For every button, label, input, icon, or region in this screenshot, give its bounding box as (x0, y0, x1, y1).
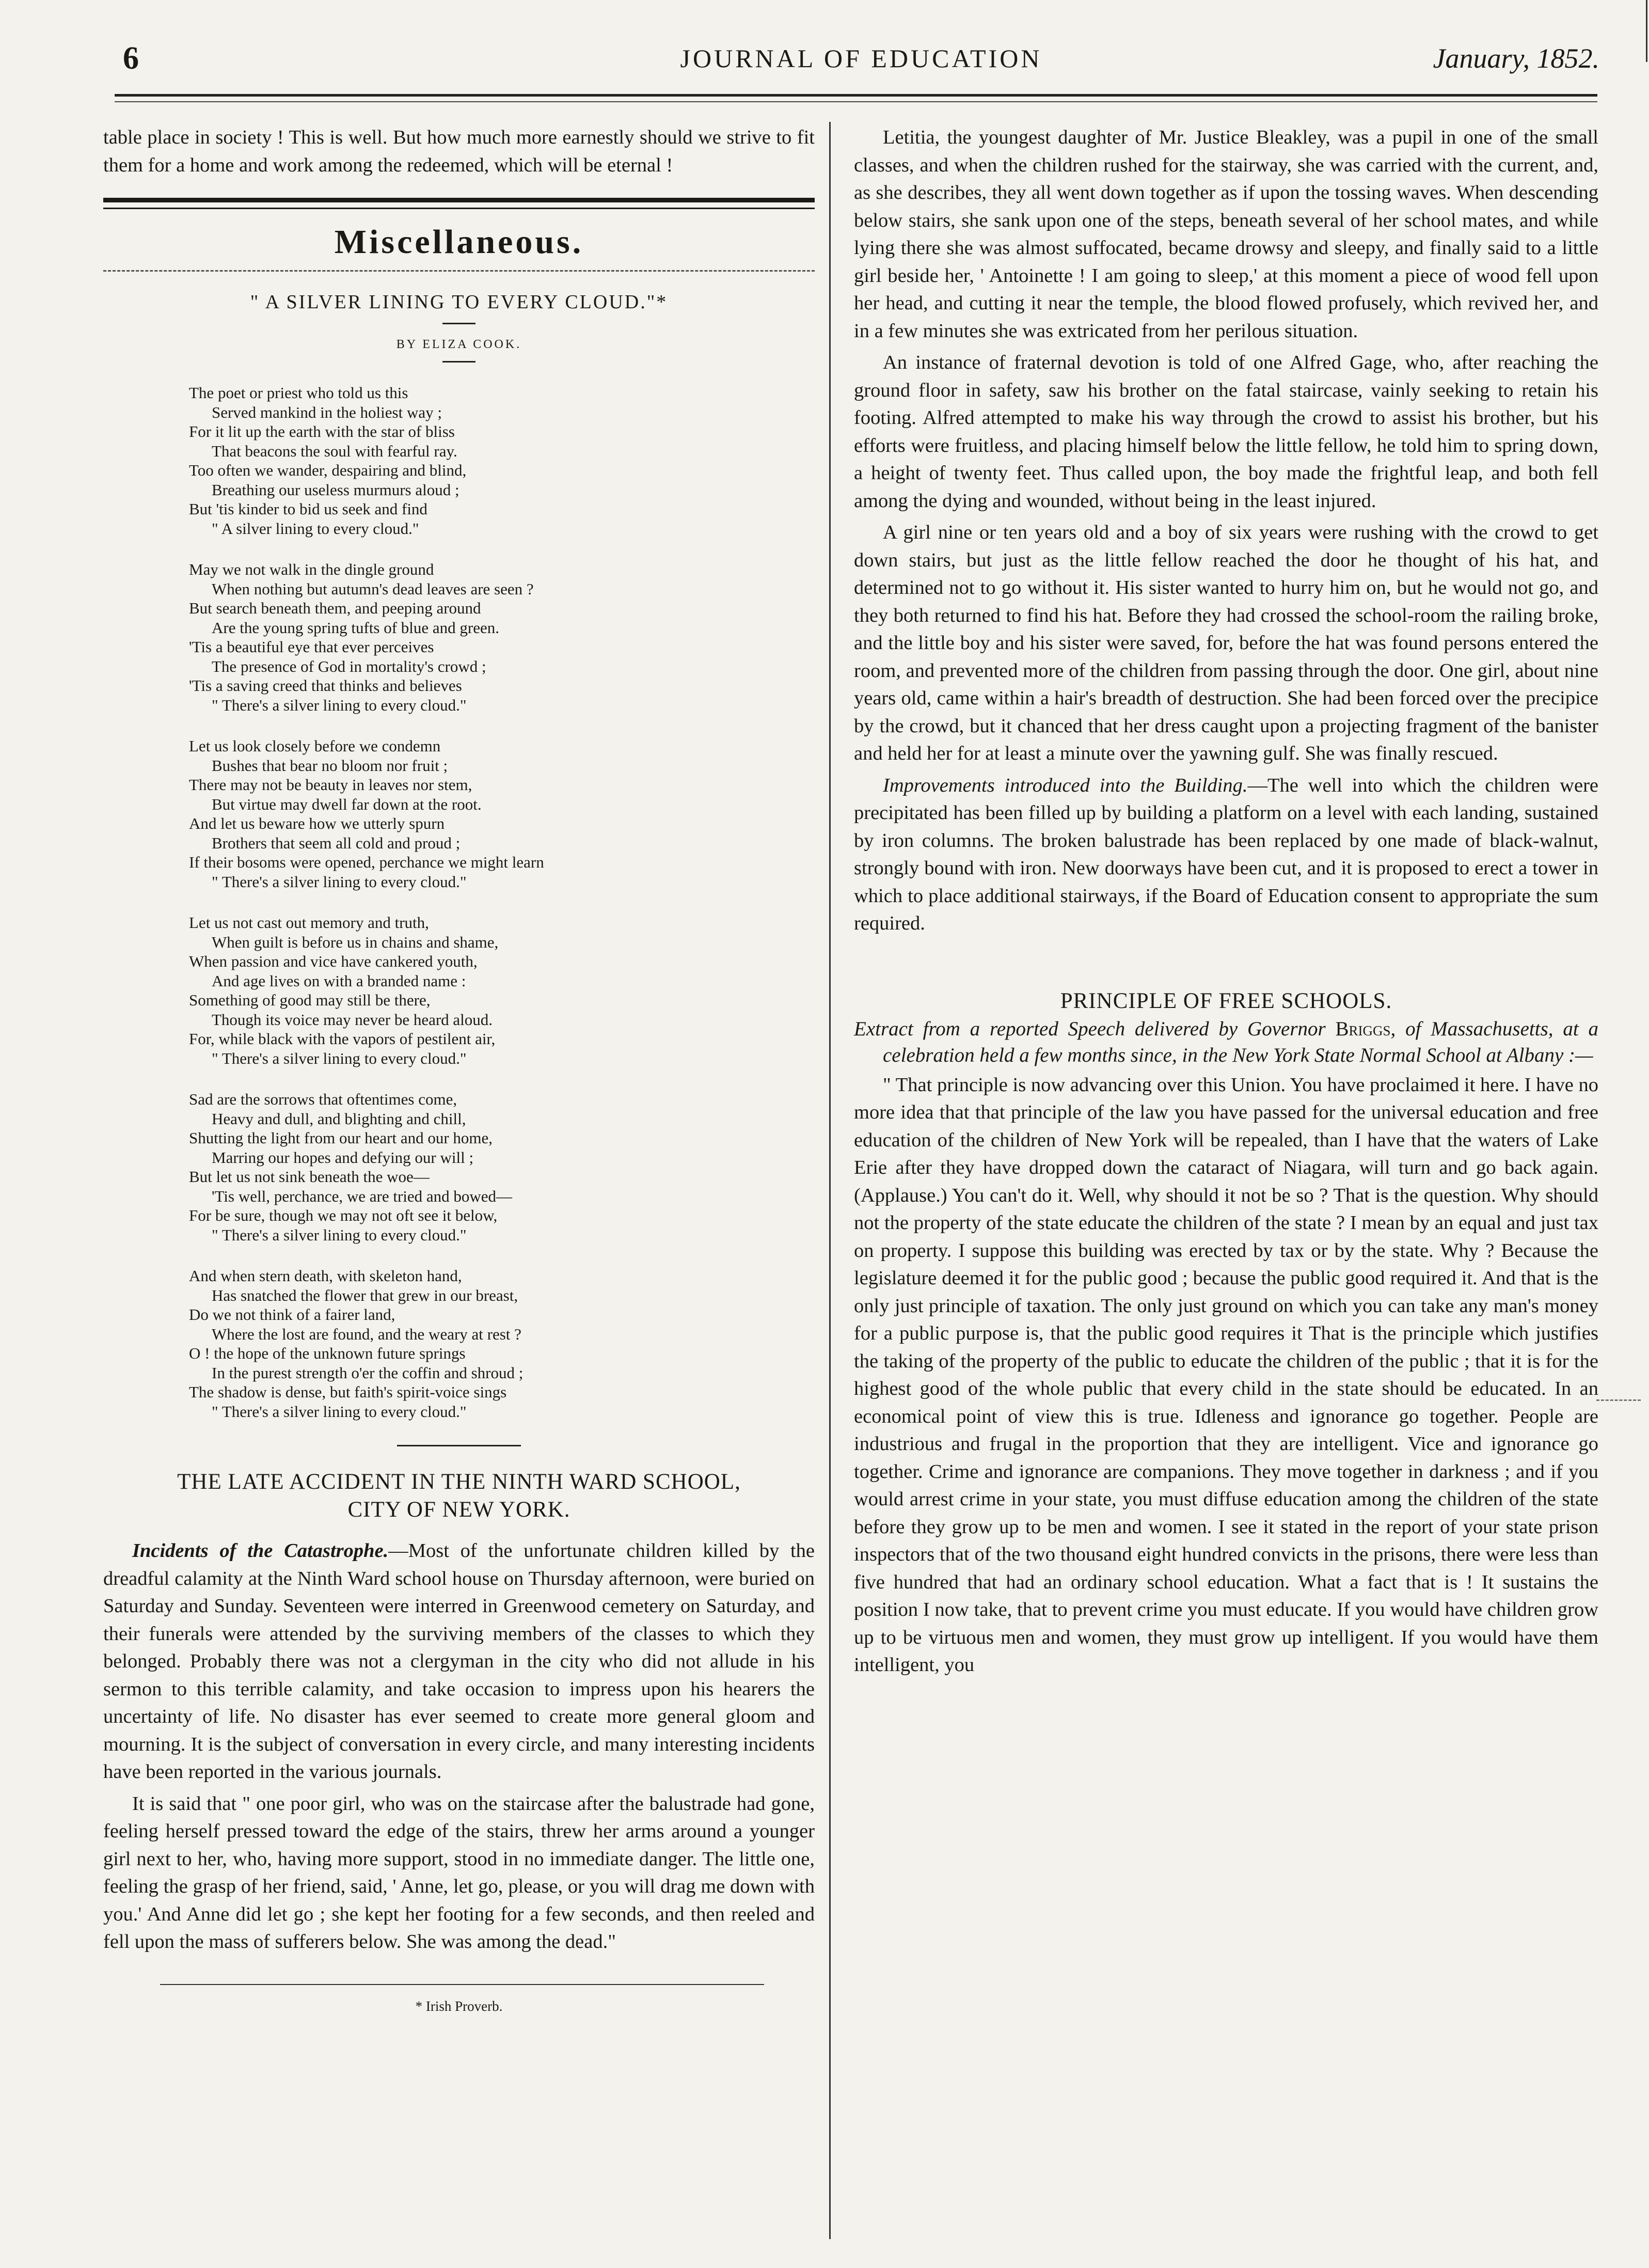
miscellaneous-heading-text: Miscellaneous. (334, 223, 584, 261)
improvements-paragraph (854, 772, 1598, 938)
accident-title-line2: CITY OF NEW YORK. (347, 1498, 570, 1522)
extract-text-b: , of Massachusetts, at a celebration held a few months since, in the New York State Normal School at Albany :— (883, 1017, 1598, 1066)
hat-paragraph: A girl nine or ten years old and a boy of six years were rushing with the crowd to get down stairs, but just as the little fellow reached the door he thought of his hat, and determined not to go without it. His sister wanted to hurry him on, but he would not go, and they both returned to find his hat. Before they had crossed the school-room the railing broke, and the little boy and his sister were saved, for, before the hat was found persons entered the room, and prevented more of the children from passing through the door. One girl, about nine years old, came within a hair's breadth of destruction. She had been forced over the precipice by the crowd, but it chanced that her dress caught upon a projecting fragment of the banister and held her for at least a minute over the yawning gulf. She was finally rescued. (854, 522, 1598, 764)
speech-paragraph: " That principle is now advancing over this Union. You have proclaimed it here. I have no more idea that that principle of the law you have passed for the universal education and free education of the children of New York will be repealed, than I have that the waters of Lake Erie after they have dropped down the cataract of Niagara, will turn and go back again. (Applause.) You can't do it. Well, why should it not be so ? That is the question. Why should not the property of the state educate the children of the state ? I mean by an equal and just tax on property. I suppose this building was erected by tax or by the state. Why ? Because the legislature deemed it for the public good ; because the public good required it. And that is the only just principle of taxation. The only just ground on which you can take any man's money for a public purpose is, that the public good requires it That is the principle which justifies the taking of the property of the public to educate the children of the public ; that it is for the highest good of the whole public that every child in the state should be educated. In an economical point of view this is true. Idleness and ignorance go together. People are industrious and frugal in the proportion that they are intelligent. Vice and ignorance go together. Crime and ignorance are companions. They move together in darkness ; and if you would arrest crime in your state, you must diffuse education among the children of the state before they grow up to be men and women. I see it stated in the report of your state prison inspectors that of the two thousand eight hundred convicts in the prisons, there were less than five hundred that had an ordinary school education. What a fact that is ! It sustains the position I now take, that to prevent crime you must educate. If you would have children grow up to be virtuous men and women, they must grow up intelligent. If you would have them intelligent, you (854, 1074, 1598, 1676)
poem-line: But virtue may dwell far down at the root. (212, 795, 482, 813)
header-rule (115, 94, 1597, 102)
poem-line: But 'tis kinder to bid us seek and find (189, 500, 427, 518)
poem-line: But search beneath them, and peeping around (189, 599, 481, 617)
poem-body (103, 383, 815, 1421)
byline-rule (442, 361, 475, 363)
poem-title: " A SILVER LINING TO EVERY CLOUD."* (250, 291, 668, 313)
poem-line: If their bosoms were opened, perchance we might learn (189, 853, 544, 871)
poem-line: Marring our hopes and defying our will ; (212, 1148, 474, 1167)
poem-line: Something of good may still be there, (189, 991, 431, 1009)
poem-line: Do we not think of a fairer land, (189, 1305, 395, 1324)
poem-line: Sad are the sorrows that oftentimes come, (189, 1090, 457, 1108)
poem-line: O ! the hope of the unknown future springs (189, 1344, 466, 1362)
poem-line: When guilt is before us in chains and shame, (212, 933, 499, 951)
poem-line: Bushes that bear no bloom nor fruit ; (212, 756, 448, 775)
intro-paragraph: table place in society ! This is well. But how much more earnestly should we strive to fit them for a home and work among the redeemed, which will be eternal ! (103, 127, 815, 176)
poem-line: And when stern death, with skeleton hand, (189, 1267, 462, 1285)
poem-line: " There's a silver lining to every cloud." (212, 1049, 467, 1067)
poem-line: 'Tis a saving creed that thinks and believes (189, 676, 462, 695)
speech-extract-note (854, 1016, 1598, 1068)
decorative-rule (103, 270, 815, 275)
poem-line: When passion and vice have cankered youth, (189, 952, 478, 970)
right-column (854, 124, 1598, 1679)
poem-line: But let us not sink beneath the woe— (189, 1168, 430, 1186)
paragraph-text: —The well into which the children were precipitated has been filled up by building a platform on a level with each landing, sustained by iron columns. The broken balustrade has been replaced by one made of black-walnut, strongly bound with iron. New doorways have been cut, and it is proposed to erect a tower in which to place additional stairways, if the Board of Education consent to appropriate the sum required. (854, 774, 1598, 934)
article-separator (397, 1445, 521, 1446)
poem-line: 'Tis well, perchance, we are tried and bowed— (212, 1187, 513, 1205)
poem-line: 'Tis a beautiful eye that ever perceives (189, 638, 434, 656)
footnote: * Irish Proverb. (415, 1998, 503, 2014)
poem-stanza (189, 913, 815, 1068)
poem-line: May we not walk in the dingle ground (189, 560, 434, 578)
margin-mark (1596, 1399, 1641, 1401)
accident-paragraph-2: It is said that " one poor girl, who was on the staircase after the balustrade had gone, feeling herself pressed toward the edge of the stairs, threw her arms around a younger girl next to her, who, having more support, stood in no immediate danger. The little one, feeling the grasp of her friend, said, ' Anne, let go, please, or you will drag me down with you.' And Anne did let go ; she kept her footing for a few seconds, and then reeled and fell upon the mass of sufferers below. She was among the dead." (103, 1792, 815, 1952)
poem-stanza (189, 560, 815, 715)
column-divider (829, 122, 831, 2239)
poem-stanza (189, 1090, 815, 1245)
left-column (103, 124, 815, 2014)
poem-line: There may not be beauty in leaves nor stem, (189, 776, 472, 794)
accident-title-line1: THE LATE ACCIDENT IN THE NINTH WARD SCHOOL, (177, 1470, 741, 1494)
poem-line: Served mankind in the holiest way ; (212, 403, 442, 421)
journal-title: JOURNAL OF EDUCATION (680, 44, 1042, 73)
extract-text-a: Extract from a reported Speech delivered by Governor (854, 1017, 1336, 1040)
governor-name: Briggs (1335, 1017, 1391, 1040)
poem-line: In the purest strength o'er the coffin and shroud ; (212, 1363, 524, 1382)
poem-line: Breathing our useless murmurs aloud ; (212, 480, 459, 499)
poem-line: And age lives on with a branded name : (212, 971, 466, 990)
footnote-rule (160, 1984, 764, 1985)
free-schools-title: PRINCIPLE OF FREE SCHOOLS. (1060, 988, 1392, 1013)
poem-line: Where the lost are found, and the weary at rest ? (212, 1325, 521, 1343)
bleakley-paragraph: Letitia, the youngest daughter of Mr. Justice Bleakley, was a pupil in one of the small classes, and when the children rushed for the stairway, she was carried with the current, and, as she describes, they all went down together as if upon the tossing waves. When descending below stairs, she sank upon one of the steps, beneath several of her school mates, and while lying there she was almost suffocated, became drowsy and sleepy, and finally said to a little girl beside her, ' Antoinette ! I am going to sleep,' at this moment a piece of wood fell upon her head, and cutting it near the temple, the blood flowed profusely, which revived her, and in a few minutes she was extricated from her perilous situation. (854, 127, 1598, 342)
poem-line: Heavy and dull, and blighting and chill, (212, 1109, 466, 1128)
poem-line: The shadow is dense, but faith's spirit-voice sings (189, 1383, 507, 1401)
poem-line: Too often we wander, despairing and blind, (189, 461, 467, 479)
run-in-heading: Incidents of the Catastrophe. (132, 1540, 389, 1562)
running-head (123, 40, 1599, 76)
miscellaneous-heading (103, 219, 815, 265)
poem-line: " There's a silver lining to every cloud." (212, 1225, 467, 1244)
poem-line: The poet or priest who told us this (189, 384, 408, 402)
poem-line: " There's a silver lining to every cloud." (212, 872, 467, 891)
gage-paragraph: An instance of fraternal devotion is told of one Alfred Gage, who, after reaching the ground floor in safety, saw his brother on the fatal staircase, vainly seeking to retain his footing. Alfred attempted to make his way through the crowd to assist his brother, but his efforts were fruitless, and placing himself below the little fellow, he told him to spring down, a height of twenty feet. Thus called upon, the boy made the frightful leap, and both fell among the dying and wounded, without being in the least injured. (854, 352, 1598, 512)
page-number: 6 (123, 41, 139, 76)
poem-stanza (189, 736, 815, 891)
paragraph-text: —Most of the unfortunate children killed by the dreadful calamity at the Ninth Ward school house on Thursday afternoon, were buried on Saturday and Sunday. Seventeen were interred in Greenwood cemetery on Saturday, and their funerals were attended by the surviving members of the classes to which they belonged. Probably there was not a clergyman in the city who did not allude in his sermon to this terrible calamity, and take occasion to impress upon his hearers the uncertainty of life. No disaster has ever seemed to create more general gloom and mourning. It is the subject of conversation in every circle, and many interesting incidents have been reported in the various journals. (103, 1540, 815, 1783)
poem-stanza (189, 383, 815, 538)
issue-date: January, 1852. (1433, 43, 1599, 74)
poem-line: " There's a silver lining to every cloud." (212, 1402, 467, 1421)
poem-line: Has snatched the flower that grew in our breast, (212, 1286, 518, 1304)
poem-line: " There's a silver lining to every cloud." (212, 696, 467, 714)
poem-line: That beacons the soul with fearful ray. (212, 442, 457, 460)
run-in-heading: Improvements introduced into the Building. (883, 774, 1248, 796)
accident-paragraph-1 (103, 1537, 815, 1786)
poem-line: Brothers that seem all cold and proud ; (212, 833, 461, 852)
section-rule (103, 198, 815, 209)
poem-line: Are the young spring tufts of blue and green. (212, 618, 500, 637)
poem-line: For, while black with the vapors of pestilent air, (189, 1030, 496, 1048)
poem-line: For be sure, though we may not oft see it below, (189, 1206, 498, 1224)
poem-line: Let us look closely before we condemn (189, 737, 441, 755)
poem-line: The presence of God in mortality's crowd ; (212, 657, 486, 675)
poem-line: For it lit up the earth with the star of bliss (189, 422, 455, 440)
poem-byline: BY ELIZA COOK. (396, 338, 522, 351)
poem-line: When nothing but autumn's dead leaves are seen ? (212, 579, 534, 598)
poem-line: And let us beware how we utterly spurn (189, 814, 445, 832)
poem-line: Though its voice may never be heard aloud. (212, 1010, 493, 1029)
poem-stanza (189, 1266, 815, 1421)
edge-rule (1646, 0, 1647, 62)
poem-line: Shutting the light from our heart and our home, (189, 1129, 493, 1147)
poem-line: Let us not cast out memory and truth, (189, 914, 429, 932)
poem-line: " A silver lining to every cloud." (212, 519, 419, 538)
title-rule (442, 323, 475, 324)
